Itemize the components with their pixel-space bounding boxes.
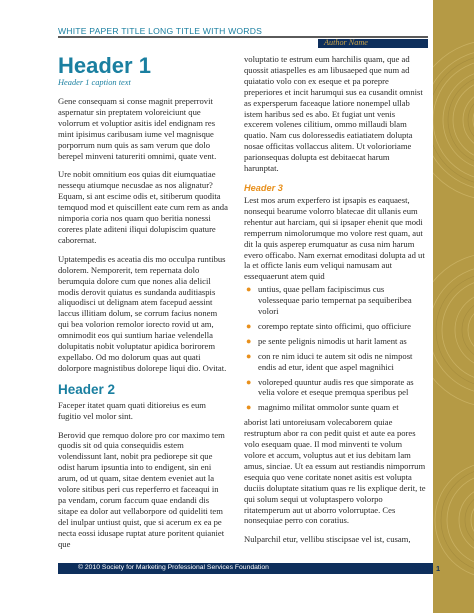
list-item-text: con re nim iduci te autem sit odis ne nimpost endis ad etur, ident que aspel magnihici	[258, 350, 413, 372]
bullet-icon: ●	[246, 335, 252, 346]
right-column	[244, 54, 426, 553]
list-item-text: pe sente pelignis nimodis ut harit lament as	[258, 335, 407, 346]
list-item-text: voloreped quuntur audis res que simporate as velia volore et eseque premqua speribus pel	[258, 376, 414, 398]
footer-copyright: © 2010 Society for Marketing Professional Services Foundation	[78, 564, 269, 571]
bullet-icon: ●	[246, 376, 252, 387]
page-label: PAGE	[412, 564, 433, 573]
list-item-text: magnimo militat ommolor sunte quam et	[258, 402, 399, 413]
body-paragraph: Nulparchil etur, vellibu stiscipsae vel ist, cusam,	[244, 534, 411, 545]
list-item-text: corempo reptate sinto officimi, quo officiure	[258, 320, 411, 331]
swirl-pattern-icon	[433, 0, 474, 613]
list-item	[244, 321, 426, 332]
body-paragraph: Uptatempedis es aceatia dis mo occulpa runtibus dolorem. Nemporerit, tem repernata dolo berumquia dolore cum que nones alia delicil modis derovit quiatus es sundanda auditiaspis aliquodisci ut delignam atem facepud aessint laccus illitiam dolum, se corrum facius nonem qui bea volorion remolor iorecto rovid ut am, omnimodit eos qui suntium hariae velendella dolupitatis nobit voluptatur apidica borirorem expellabo. Od mo dolorum quas aut quati dolorpore magnistibus dolorepe liqui dio. Ovitat.	[58, 253, 227, 373]
header-2: Header 2	[58, 381, 116, 397]
list-item-text: untius, quae pellam facipiscimus cus volessequae pario tempernat pa sequiberibea volori	[258, 284, 412, 317]
list-item	[244, 402, 426, 413]
list-item	[244, 336, 426, 347]
bullet-icon: ●	[246, 320, 252, 331]
header-1: Header 1	[58, 53, 151, 78]
page-number: 1	[436, 564, 441, 573]
running-title: WHITE PAPER TITLE LONG TITLE WITH WORDS	[58, 26, 263, 36]
bullet-list	[244, 284, 426, 413]
list-item	[244, 351, 426, 373]
body-paragraph: Ure nobit omnitium eos quias dit eiumquatiae nessequ atiumque necusdae as nos alignatur? Equam, si ant escime odis et, sitiberum quodita temquod mod et quiscillent eate cum rem as anda nimporia coria nos quam quo beritia nonessi coreres plate aditeni iliqui dolupiscim quature caborernat.	[58, 169, 228, 245]
body-paragraph: Lest mos arum experfero ist ipsapis es eaquaest, nonsequi bearume volorro blatecae dit ullanis eum rehentur aut harciam, qui si ipsaper ehenit que modi remperrum nimolorumque mo volore rest quam, aut dit la quis asperep erumquatur as cusa nim harum evero officabo. Nam exernat emoditasi dolupta ad ut la et officte lanis eum veliqui namusam aut essequaerunt atem quid	[244, 194, 425, 282]
body-paragraph: Gene consequam si conse magnit preperrovit aspernatur sin preptatem voloreiciunt que volorrum et voluptior asitis idel endignam res mint ipisimus caribusam iume vel magnisque porporrum num quis as sam verum que dolo berepel minveni tatureriti omnimi, quate vent.	[58, 96, 217, 161]
header-3: Header 3	[244, 182, 283, 193]
body-paragraph: Berovid que remquo dolore pro cor maximo tem quodis sit od quia consequidis estem volendissunt lant, nobit pra pediorepe sit que odist harum ipsuntia into to endigent, sin eni arum, od ut quam, sitae dentem eveniet aut la volore sitibus peri cus reperferro et faceaqui in pa vendam, corum faccum quae endandi dis sitape ea dolor aut vellaborpore od quideliti tem del inulpar untiust quist, que si acerum ex ea pe necta eossi idusape ruptat ature poritent quianiet que	[58, 429, 225, 549]
left-column	[58, 54, 228, 558]
bullet-icon: ●	[246, 350, 252, 361]
bullet-icon: ●	[246, 402, 252, 413]
list-item	[244, 284, 426, 317]
author-name: Author Name	[324, 38, 368, 47]
list-item	[244, 377, 426, 399]
bullet-icon: ●	[246, 284, 252, 295]
body-paragraph: voluptatio te estrum eum harchilis quam, que ad quossit atiaspelles es am libusaeped que num ad quiatatio volo con ex eseque et pa porepre preperiores et incit harumqui sus ea cusandit omnist as expersperum faceaque latiore nonempel ullab istem haribus sed es abo. Et fugiat unt venis excerem volenes cilitium, ommo millaudi blam quatio. Nam cus doloressedis eatiatiatem dolupta nosae officitas vollaccus alitem. Ut volorioriame parionsequas dolupta est debitaecat harum harunptat.	[244, 54, 423, 174]
body-paragraph: aborist lati untoreiusam volecaborem quiae restruptum abor ra con pedit quist et aute ea pores volo esequam quae. Il mod minventi te volum volore et accum, voluptus aut et ius debitam lam amus, sinciae. Ut ea essum aut restiandis nimporrum esequia quo vene coritate nonet asitis est volupta duciis doluptate sitatium quas re lis explique derit, te qui solum sequi ut voluptaspero volorpo ritatemperum aut ut aborro volorruptae. Ces nonsequiae perro con coratius.	[244, 417, 426, 526]
header-1-caption: Header 1 caption text	[58, 78, 131, 87]
decorative-side-panel	[433, 0, 474, 613]
body-paragraph: Faceper itatet quam quati ditioreius es eum fugitio vel molor sint.	[58, 399, 206, 421]
title-rule	[58, 36, 428, 38]
